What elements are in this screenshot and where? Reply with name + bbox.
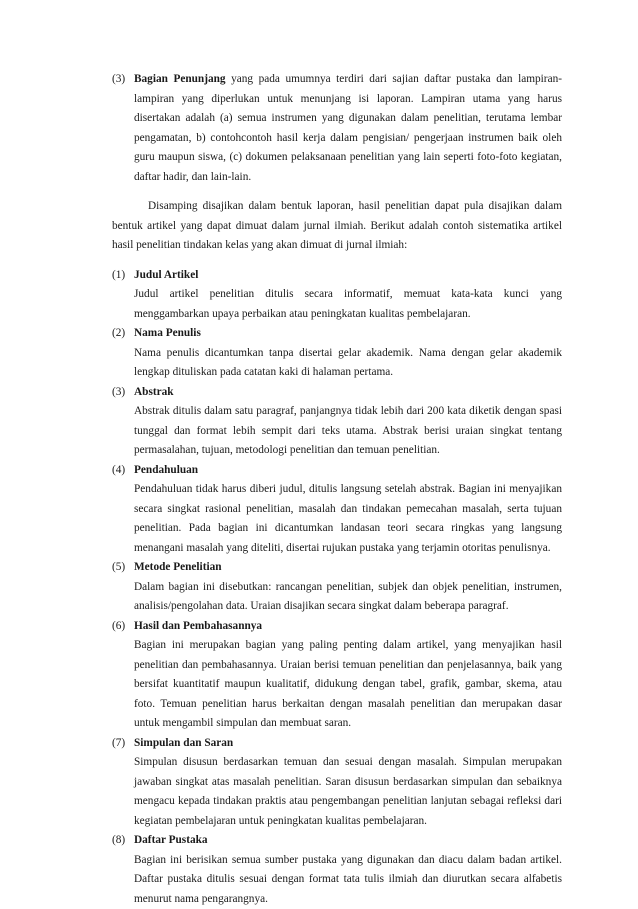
article-structure-list <box>112 266 562 909</box>
list-number: (3) <box>112 70 134 187</box>
item-title: Judul Artikel <box>134 266 562 286</box>
section-bagian-penunjang <box>112 70 562 187</box>
item-title: Metode Penelitian <box>134 558 562 578</box>
item-text: Dalam bagian ini disebutkan: rancangan penelitian, subjek dan objek penelitian, instrumen, analisis/pengolahan data. Uraian disajikan secara singkat dalam beberapa paragraf. <box>134 578 562 617</box>
section-title: Bagian Penunjang <box>134 73 226 85</box>
item-text: Bagian ini merupakan bagian yang paling penting dalam artikel, yang menyajikan hasil penelitian dan pembahasannya. Uraian berisi temuan penelitian dan penjelasannya, baik yang bersifat kuantitatif maupun kualitatif, didukung dengan tabel, grafik, gambar, skema, atau foto. Temuan penelitian harus berkaitan dengan masalah penelitian dan merupakan dasar untuk mengambil simpulan dan membuat saran. <box>134 636 562 734</box>
list-item <box>112 324 562 383</box>
item-title: Simpulan dan Saran <box>134 734 562 754</box>
item-title: Abstrak <box>134 383 562 403</box>
item-text: Pendahuluan tidak harus diberi judul, ditulis langsung setelah abstrak. Bagian ini menyajikan secara singkat rasional penelitian, masalah dan tindakan pemecahan masalah, serta tujuan penelitian. Pada bagian ini dicantumkan landasan teori secara ringkas yang langsung menangani masalah yang diteliti, disertai rujukan pustaka yang terjamin otoritas penulisnya. <box>134 480 562 558</box>
list-item <box>112 734 562 832</box>
section-text: yang pada umumnya terdiri dari sajian daftar pustaka dan lampiran-lampiran yang diperlukan untuk menunjang isi laporan. Lampiran utama yang harus disertakan adalah (a) semua instrumen yang digunakan dalam penelitian, terutama lembar pengamatan, b) contohcontoh hasil kerja dalam pengisian/ pengerjaan instrumen baik oleh guru maupun siswa, (c) dokumen pelaksanaan penelitian yang lain seperti foto-foto kegiatan, daftar hadir, dan lain-lain. <box>134 73 562 183</box>
item-text: Abstrak ditulis dalam satu paragraf, panjangnya tidak lebih dari 200 kata diketik dengan spasi tunggal dan format lebih sempit dari teks utama. Abstrak berisi uraian singkat tentang permasalahan, tujuan, metodologi penelitian dan temuan penelitian. <box>134 402 562 461</box>
list-item <box>112 831 562 909</box>
list-number: (6) <box>112 617 134 734</box>
list-number: (4) <box>112 461 134 559</box>
item-title: Nama Penulis <box>134 324 562 344</box>
list-item <box>112 383 562 461</box>
item-title: Hasil dan Pembahasannya <box>134 617 562 637</box>
list-item <box>112 558 562 617</box>
list-number: (7) <box>112 734 134 832</box>
list-number: (3) <box>112 383 134 461</box>
item-text: Judul artikel penelitian ditulis secara informatif, memuat kata-kata kunci yang menggambarkan upaya perbaikan atau peningkatan kualitas pembelajaran. <box>134 285 562 324</box>
item-text: Bagian ini berisikan semua sumber pustaka yang digunakan dan diacu dalam badan artikel. Daftar pustaka ditulis sesuai dengan format tata tulis ilmiah dan diurutkan secara alfabetis menurut nama pengarangnya. <box>134 851 562 909</box>
list-item <box>112 617 562 734</box>
list-number: (1) <box>112 266 134 325</box>
list-number: (2) <box>112 324 134 383</box>
document-page <box>112 70 562 909</box>
list-item <box>112 461 562 559</box>
item-text: Nama penulis dicantumkan tanpa disertai gelar akademik. Nama dengan gelar akademik lengkap dituliskan pada catatan kaki di halaman pertama. <box>134 344 562 383</box>
list-number: (5) <box>112 558 134 617</box>
list-item <box>112 266 562 325</box>
list-number: (8) <box>112 831 134 909</box>
intro-paragraph: Disamping disajikan dalam bentuk laporan, hasil penelitian dapat pula disajikan dalam bentuk artikel yang dapat dimuat dalam jurnal ilmiah. Berikut adalah contoh sistematika artikel hasil penelitian tindakan kelas yang akan dimuat di jurnal ilmiah: <box>112 197 562 256</box>
item-title: Pendahuluan <box>134 461 562 481</box>
item-title: Daftar Pustaka <box>134 831 562 851</box>
item-text: Simpulan disusun berdasarkan temuan dan sesuai dengan masalah. Simpulan merupakan jawaban singkat atas masalah penelitian. Saran disusun berdasarkan simpulan dan sebaiknya mengacu kepada tindakan praktis atau pengembangan penelitian lanjutan sebagai refleksi dari kegiatan pembelajaran untuk peningkatan kualitas pembelajaran. <box>134 753 562 831</box>
